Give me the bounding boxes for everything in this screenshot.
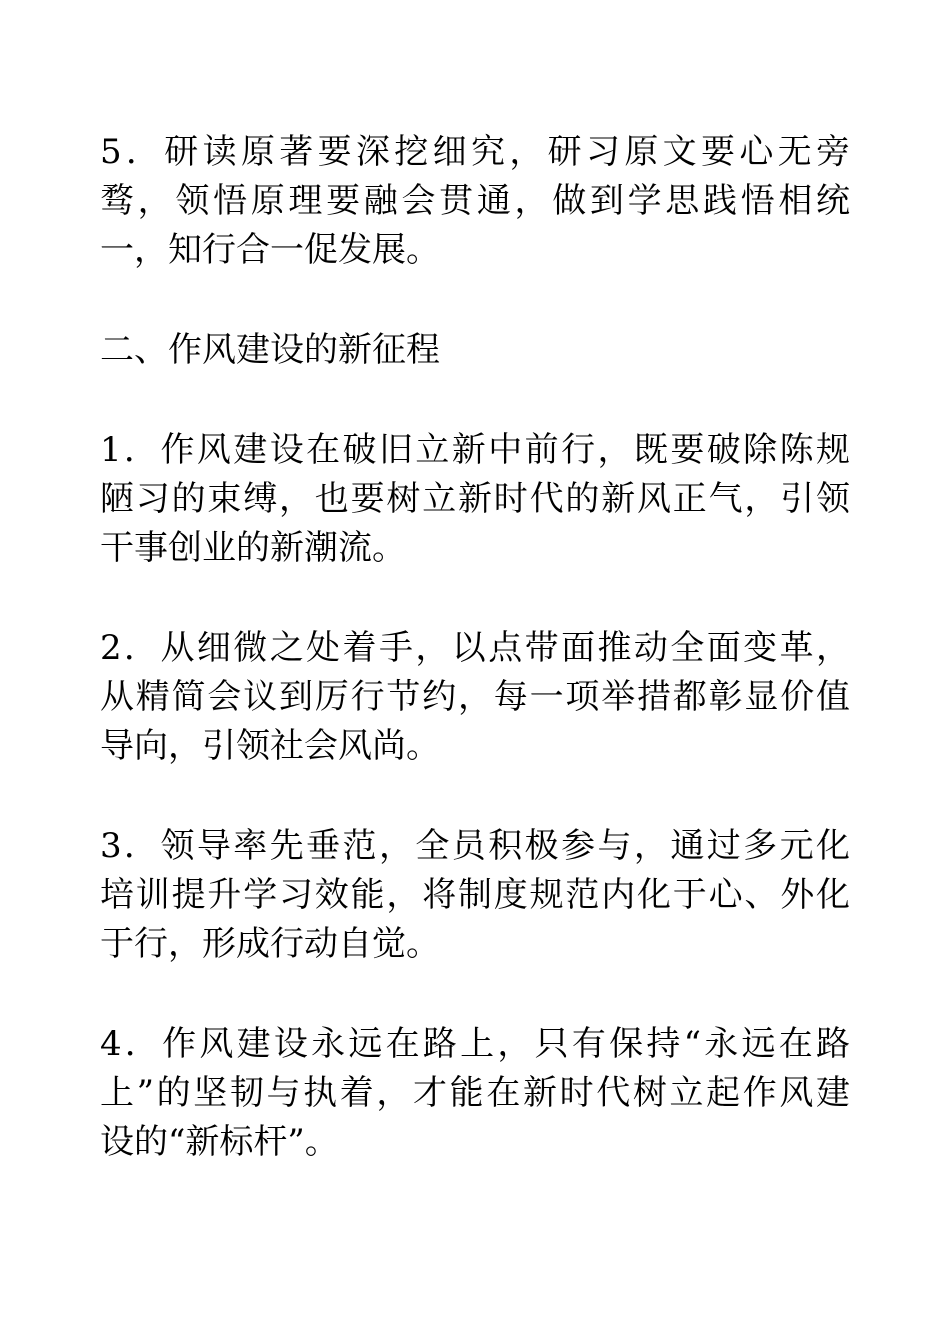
paragraph-line: 3．领导率先垂范，全员积极参与，通过多元化 bbox=[100, 826, 850, 866]
section-heading-text: 二、作风建设的新征程 bbox=[100, 330, 440, 370]
paragraph-line: 1．作风建设在破旧立新中前行，既要破除陈规 bbox=[100, 430, 850, 470]
paragraph-line: 陋习的束缚，也要树立新时代的新风正气，引领 bbox=[100, 479, 850, 519]
paragraph-line: 2．从细微之处着手，以点带面推动全面变革， bbox=[100, 628, 850, 668]
paragraph-line: 于行，形成行动自觉。 bbox=[100, 924, 440, 964]
paragraph-3 bbox=[100, 822, 850, 969]
paragraph-gap bbox=[100, 771, 850, 822]
paragraph-line: 骛，领悟原理要融会贯通，做到学思践悟相统 bbox=[100, 181, 850, 221]
paragraph-4 bbox=[100, 1020, 850, 1167]
paragraph-1 bbox=[100, 426, 850, 573]
paragraph-2 bbox=[100, 624, 850, 771]
paragraph-line: 干事创业的新潮流。 bbox=[100, 528, 406, 568]
paragraph-gap bbox=[100, 969, 850, 1020]
paragraph-line: 上”的坚韧与执着，才能在新时代树立起作风建 bbox=[100, 1073, 850, 1113]
paragraph-line: 设的“新标杆”。 bbox=[100, 1122, 339, 1162]
paragraph-5 bbox=[100, 128, 850, 275]
paragraph-line: 导向，引领社会风尚。 bbox=[100, 726, 440, 766]
paragraph-line: 5．研读原著要深挖细究，研习原文要心无旁 bbox=[100, 132, 850, 172]
paragraph-line: 4．作风建设永远在路上，只有保持“永远在路 bbox=[100, 1024, 850, 1064]
paragraph-line: 培训提升学习效能，将制度规范内化于心、外化 bbox=[100, 875, 850, 915]
paragraph-gap bbox=[100, 573, 850, 624]
document-page bbox=[100, 128, 850, 1167]
paragraph-line: 从精简会议到厉行节约，每一项举措都彰显价值 bbox=[100, 677, 850, 717]
paragraph-line: 一，知行合一促发展。 bbox=[100, 230, 440, 270]
paragraph-gap bbox=[100, 275, 850, 326]
section-heading bbox=[100, 326, 850, 375]
paragraph-gap bbox=[100, 375, 850, 426]
